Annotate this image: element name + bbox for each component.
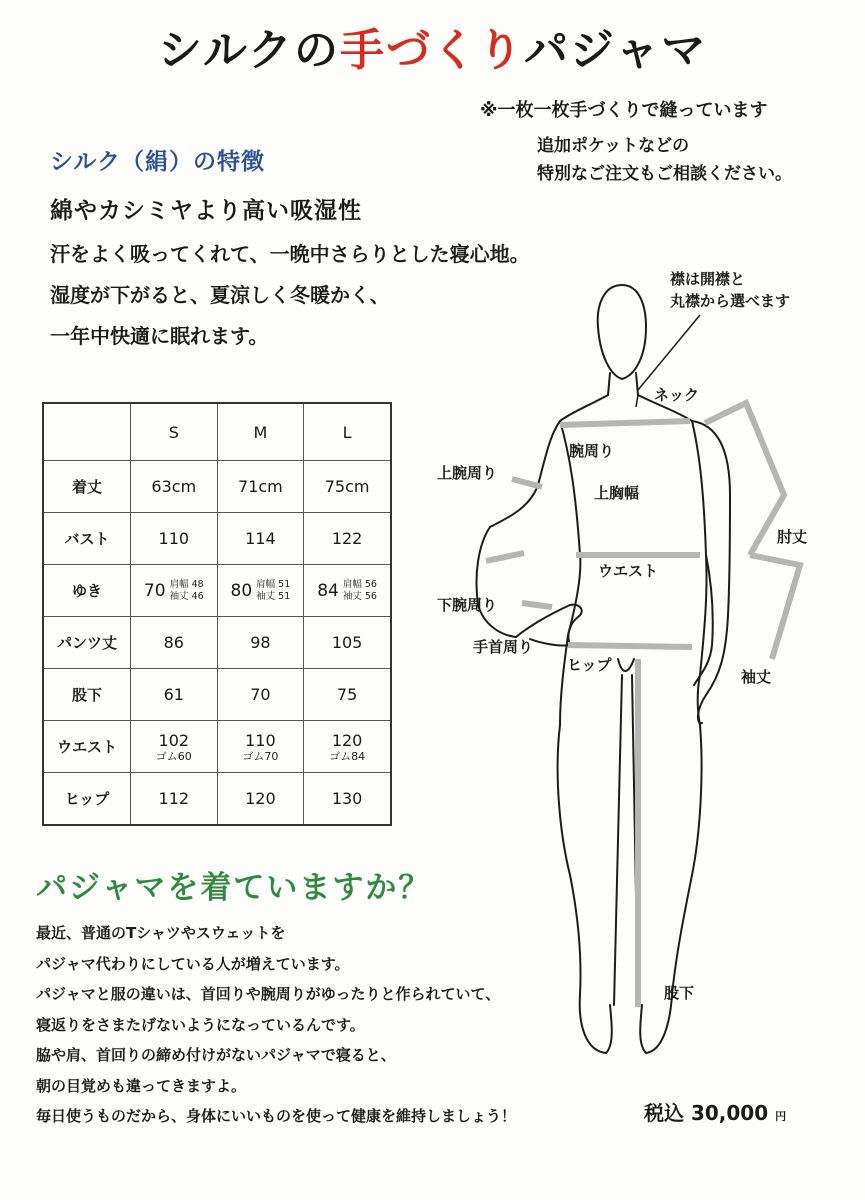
yuki-value: 80 — [230, 580, 253, 601]
pajama-description — [36, 918, 516, 1132]
silk-line: 一年中快適に眠れます。 — [50, 324, 269, 348]
table-row — [43, 773, 391, 826]
order-note — [537, 132, 792, 188]
table-cell: 105 — [304, 617, 391, 669]
shoulder-width: 肩幅 51 — [256, 578, 291, 590]
sleeve-length: 袖丈 56 — [342, 590, 377, 602]
title-part3: パジャマ — [523, 25, 708, 76]
collar-leader — [638, 315, 700, 390]
header-cell-s: S — [131, 403, 218, 461]
row-label: 着丈 — [43, 461, 131, 513]
sleeve-line — [750, 555, 800, 659]
table-cell — [304, 565, 391, 617]
elastic-value: ゴム84 — [329, 749, 366, 763]
table-cell: 114 — [217, 513, 304, 565]
table-cell: 75cm — [304, 461, 391, 513]
elastic-value: ゴム70 — [242, 749, 279, 763]
table-cell: 70 — [217, 669, 304, 721]
hip-line — [568, 645, 692, 647]
collar-note — [670, 268, 790, 312]
pajama-line: 寝返りをさまたげないようになっているんです。 — [36, 1015, 365, 1034]
silk-subheading: 綿やカシミヤより高い吸湿性 — [50, 198, 362, 224]
table-cell — [217, 565, 304, 617]
table-cell — [131, 721, 218, 773]
pajama-line: パジャマと服の違いは、首回りや腕周りがゆったりと作られていて、 — [36, 985, 501, 1003]
table-cell: 75 — [304, 669, 391, 721]
table-cell: 130 — [304, 773, 391, 826]
pajama-line: 毎日使うものだから、身体にいいものを使って健康を維持しましょう！ — [36, 1107, 517, 1125]
table-header-row — [43, 403, 391, 461]
collar-note-line: 丸襟から選べます — [670, 292, 791, 310]
hip-label: ヒップ — [567, 656, 612, 674]
row-label: パンツ丈 — [43, 617, 131, 669]
title-part1: シルクの — [157, 25, 340, 76]
title-part2: 手づくり — [339, 25, 524, 76]
handmade-notice: ※一枚一枚手づくりで縫っています — [480, 100, 768, 121]
upper-arm-label: 上腕周り — [437, 464, 498, 482]
shoulder-width: 肩幅 56 — [342, 578, 377, 590]
neck-leader — [636, 395, 638, 407]
row-label: ゆき — [43, 565, 131, 617]
pajama-line: 最近、普通のTシャツやスウェットを — [36, 924, 286, 942]
price — [644, 1097, 786, 1126]
table-cell — [131, 565, 218, 617]
table-row — [43, 461, 391, 513]
elastic-value: ゴム60 — [155, 749, 192, 763]
page-title — [0, 14, 865, 78]
waist-value: 110 — [245, 730, 276, 750]
waist-value: 120 — [331, 730, 363, 750]
table-cell: 98 — [217, 617, 304, 669]
collar-note-line: 襟は開襟と — [670, 270, 746, 288]
pajama-heading: パジャマを着ていますか？ — [36, 870, 432, 906]
row-label: ウエスト — [43, 721, 131, 773]
elbow-length-line — [705, 403, 784, 555]
table-cell: 63cm — [131, 461, 218, 513]
wrist-line — [522, 603, 552, 607]
table-cell: 71cm — [217, 461, 304, 513]
armhole-label: 腕周り — [569, 442, 615, 460]
yuki-value: 70 — [143, 580, 166, 601]
forearm-label: 下腕周り — [437, 596, 498, 614]
neck-label: ネック — [654, 386, 700, 404]
table-cell: 122 — [304, 513, 391, 565]
row-label: ヒップ — [43, 773, 131, 826]
shoulder-width: 肩幅 48 — [169, 578, 204, 590]
order-note-line: 追加ポケットなどの — [537, 136, 690, 156]
price-value: 税込 30,000 — [644, 1101, 769, 1125]
inseam-label: 股下 — [664, 984, 695, 1002]
table-cell: 61 — [131, 669, 218, 721]
sleeve-label: 袖丈 — [741, 668, 772, 686]
table-cell — [217, 721, 304, 773]
pajama-line: パジャマ代わりにしている人が増えています。 — [36, 954, 350, 973]
table-row — [43, 513, 391, 565]
upper-arm-line — [512, 479, 542, 487]
corner-cell — [43, 403, 131, 461]
silk-line: 汗をよく吸ってくれて、一晩中さらりとした寝心地。 — [50, 242, 530, 266]
size-table — [42, 402, 392, 826]
wrist-label: 手首周り — [473, 638, 534, 656]
silk-line: 湿度が下がると、夏涼しく冬暖かく、 — [50, 283, 390, 307]
forearm-line — [486, 553, 524, 561]
table-row — [43, 617, 391, 669]
silk-heading: シルク（絹）の特徴 — [50, 149, 265, 175]
header-cell-l: L — [304, 403, 391, 461]
table-row — [43, 721, 391, 773]
waist-label: ウエスト — [598, 562, 659, 580]
pajama-line: 朝の目覚めも違ってきますよ。 — [36, 1076, 247, 1095]
sleeve-length: 袖丈 46 — [169, 590, 204, 602]
row-label: 股下 — [43, 669, 131, 721]
elbow-length-label: 肘丈 — [777, 528, 808, 546]
waist-value: 102 — [158, 730, 190, 750]
table-row — [43, 565, 391, 617]
table-cell: 110 — [131, 513, 218, 565]
table-cell: 120 — [217, 773, 304, 826]
table-cell: 86 — [131, 617, 218, 669]
table-cell — [304, 721, 391, 773]
pajama-line: 脇や肩、首回りの締め付けがないパジャマで寝ると、 — [36, 1046, 396, 1064]
chest-label: 上胸幅 — [594, 484, 640, 502]
table-cell: 112 — [131, 773, 218, 826]
yuki-value: 84 — [317, 580, 339, 601]
header-cell-m: M — [217, 403, 304, 461]
order-note-line: 特別なご注文もご相談ください。 — [537, 164, 792, 184]
row-label: バスト — [43, 513, 131, 565]
table-row — [43, 669, 391, 721]
chest-line — [560, 421, 690, 425]
sleeve-length: 袖丈 51 — [256, 590, 291, 602]
price-unit: 円 — [775, 1110, 787, 1123]
